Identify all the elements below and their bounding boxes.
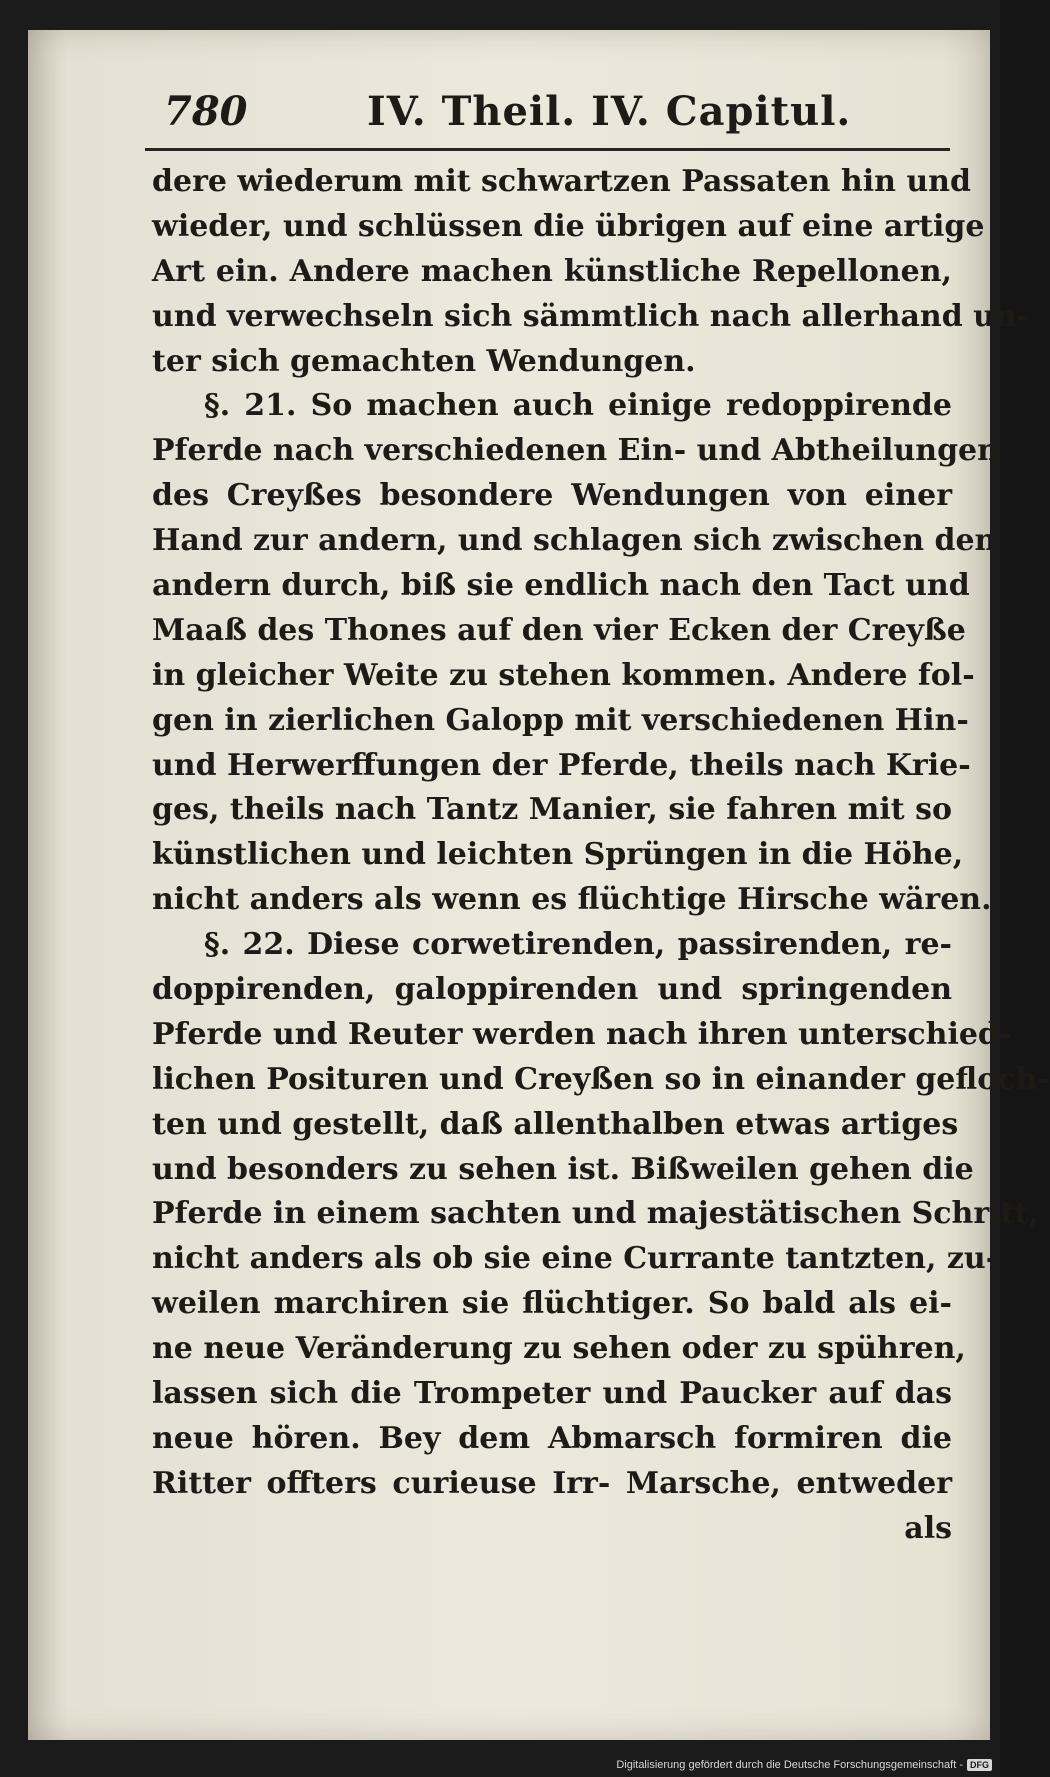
text-line: dere wiederum mit schwartzen Passaten hin und bbox=[152, 164, 971, 199]
text-line: ten und gestellt, daß allenthalben etwas artiges bbox=[152, 1106, 959, 1142]
text-line: in gleicher Weite zu stehen kommen. Andere fol- bbox=[152, 657, 975, 693]
text-line: ne neue Veränderung zu sehen oder zu spühren, bbox=[152, 1331, 966, 1367]
text-line: und Herwerffungen der Pferde, theils nach Krie- bbox=[152, 747, 971, 783]
text-line: Pferde nach verschiedenen Ein- und Abtheilungen bbox=[152, 433, 999, 469]
running-title: IV. Theil. IV. Capitul. bbox=[367, 88, 852, 135]
digitization-credit bbox=[616, 1759, 992, 1771]
paragraph-start-line: §. 22. Diese corwetirenden, passirenden, re- bbox=[204, 927, 952, 963]
text-line: lichen Posituren und Creyßen so in einander gefloch- bbox=[152, 1061, 1050, 1097]
text-line: doppirenden, galoppirenden und springenden bbox=[152, 972, 952, 1008]
page-header bbox=[137, 88, 957, 138]
text-line: Art ein. Andere machen künstliche Repellonen, bbox=[152, 253, 952, 289]
dfg-logo: DFG bbox=[967, 1759, 992, 1771]
text-line: andern durch, biß sie endlich nach den Tact und bbox=[152, 568, 970, 604]
text-line: weilen marchiren sie flüchtiger. So bald als ei- bbox=[152, 1286, 952, 1322]
text-line: Pferde in einem sachten und majestätischen Schritt, bbox=[152, 1196, 1039, 1232]
header-rule bbox=[145, 148, 950, 151]
page-number: 780 bbox=[164, 88, 248, 135]
text-line: ges, theils nach Tantz Manier, sie fahren mit so bbox=[152, 792, 952, 828]
catchword: als bbox=[904, 1510, 952, 1546]
text-line: nicht anders als wenn es flüchtige Hirsche wären. bbox=[152, 882, 992, 918]
credit-text: Digitalisierung gefördert durch die Deutsche Forschungsgemeinschaft - bbox=[616, 1759, 963, 1771]
text-line: neue hören. Bey dem Abmarsch formiren die bbox=[152, 1420, 952, 1456]
text-line: und besonders zu sehen ist. Bißweilen gehen die bbox=[152, 1151, 974, 1187]
text-line: Maaß des Thones auf den vier Ecken der Creyße bbox=[152, 612, 966, 648]
paragraph-start-line: §. 21. So machen auch einige redoppirende bbox=[204, 388, 952, 424]
text-line: und verwechseln sich sämmtlich nach allerhand un- bbox=[152, 298, 1030, 334]
text-line: Ritter offters curieuse Irr- Marsche, entweder bbox=[152, 1465, 952, 1501]
text-line: gen in zierlichen Galopp mit verschiedenen Hin- bbox=[152, 702, 969, 738]
body-text bbox=[152, 160, 1050, 1552]
text-line: wieder, und schlüssen die übrigen auf eine artige bbox=[152, 208, 985, 244]
text-line: nicht anders als ob sie eine Currante tantzten, zu- bbox=[152, 1241, 999, 1277]
text-line: ter sich gemachten Wendungen. bbox=[152, 343, 696, 379]
text-line: Pferde und Reuter werden nach ihren unterschied- bbox=[152, 1016, 1012, 1052]
text-line: Hand zur andern, und schlagen sich zwischen den bbox=[152, 523, 997, 559]
text-line: des Creyßes besondere Wendungen von einer bbox=[152, 478, 952, 514]
text-line: künstlichen und leichten Sprüngen in die Höhe, bbox=[152, 837, 964, 873]
text-line: lassen sich die Trompeter und Paucker auf das bbox=[152, 1376, 952, 1412]
